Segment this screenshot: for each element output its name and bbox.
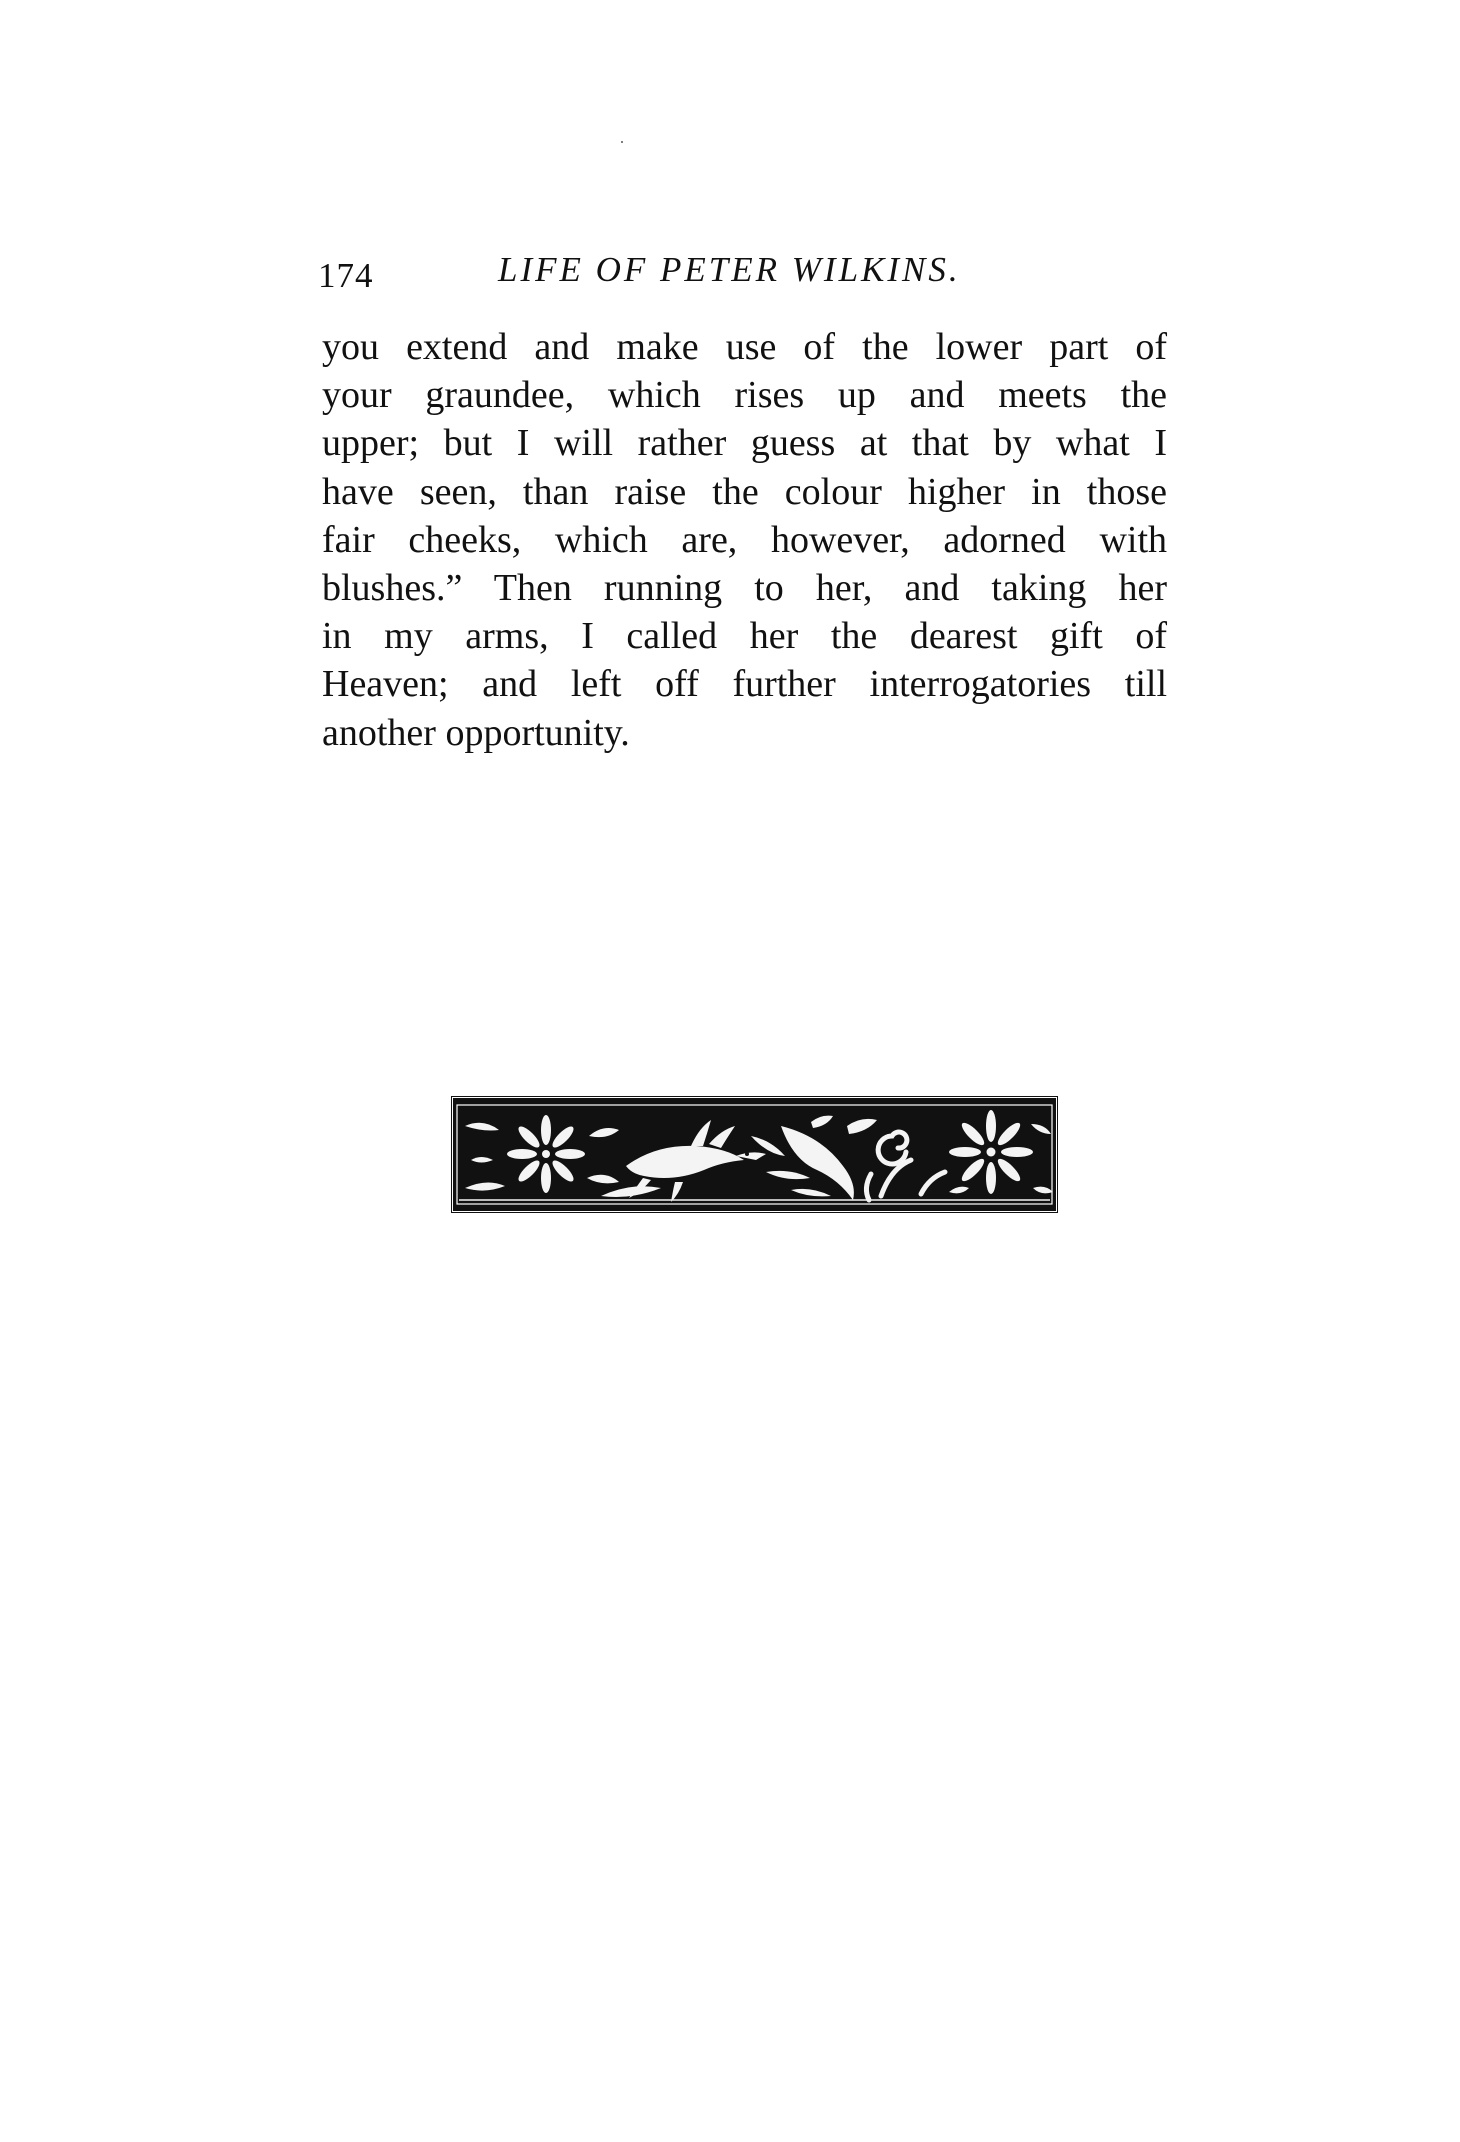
text-line: blushes.” Then running to her, and taking her [322, 566, 1167, 609]
text-line: fair cheeks, which are, however, adorned with [322, 518, 1167, 561]
text-line: you extend and make use of the lower part of [322, 326, 1167, 368]
text-line: in my arms, I called her the dearest gift of [322, 615, 1167, 658]
page-number: 174 [318, 256, 374, 295]
floral-tailpiece-icon [451, 1096, 1058, 1213]
text-line: your graundee, which rises up and meets the [322, 374, 1167, 417]
text-line: have seen, than raise the colour higher in those [322, 470, 1167, 513]
running-title: LIFE OF PETER WILKINS. [498, 250, 961, 289]
print-speck [621, 141, 623, 143]
text-line: Heaven; and left off further interrogatories till [322, 663, 1167, 706]
running-head [318, 250, 1168, 300]
body-text [322, 323, 1167, 757]
text-line: upper; but I will rather guess at that by what I [322, 422, 1167, 465]
text-line: another opportunity. [322, 711, 630, 754]
